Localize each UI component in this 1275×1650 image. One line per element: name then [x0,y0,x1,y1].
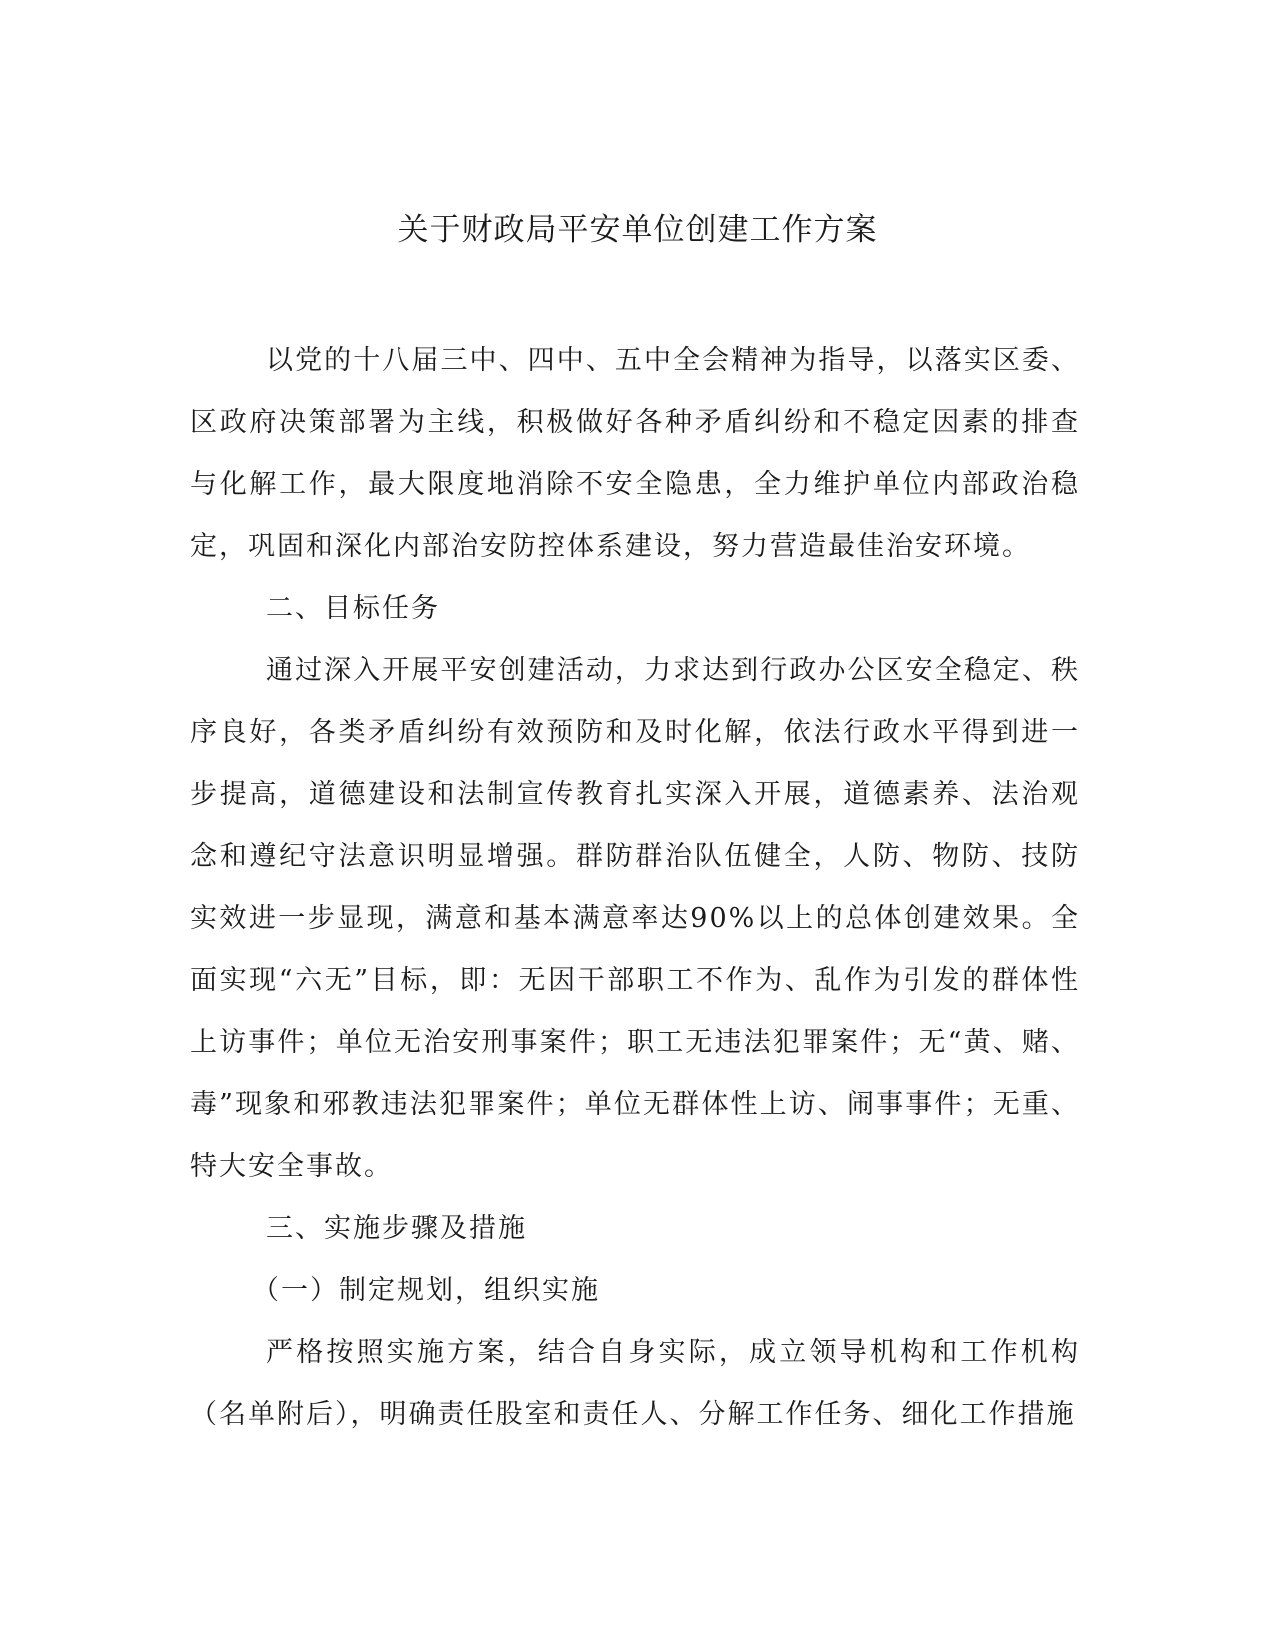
section-heading-steps: 三、实施步骤及措施 [266,1213,527,1244]
paragraph-goals: 通过深入开展平安创建活动，力求达到行政办公区安全稳定、秩序良好，各类矛盾纠纷有效预防和及时化解，依法行政水平得到进一步提高，道德建设和法制宣传教育扎实深入开展，道德素养、法治观念和遵纪守法意识明显增强。群防群治队伍健全，人防、物防、技防实效进一步显现，满意和基本满意率达90%以上的总体创建效果。全面实现“六无”目标，即：无因干部职工不作为、乱作为引发的群体性上访事件；单位无治安刑事案件；职工无违法犯罪案件；无“黄、赌、毒”现象和邪教违法犯罪案件；单位无群体性上访、闹事事件；无重、特大安全事故。 [190,655,1080,1182]
document-title: 关于财政局平安单位创建工作方案 [397,212,878,248]
paragraph-planning: 严格按照实施方案，结合自身实际，成立领导机构和工作机构（名单附后），明确责任股室和责任人、分解工作任务、细化工作措施 [190,1337,1080,1430]
subsection-heading-planning: （一）制定规划，组织实施 [252,1275,600,1306]
document-body [190,330,1080,1446]
paragraph-guiding-principle: 以党的十八届三中、四中、五中全会精神为指导，以落实区委、区政府决策部署为主线，积极做好各种矛盾纠纷和不稳定因素的排查与化解工作，最大限度地消除不安全隐患，全力维护单位内部政治稳定，巩固和深化内部治安防控体系建设，努力营造最佳治安环境。 [190,345,1080,562]
section-heading-goals: 二、目标任务 [266,593,440,624]
